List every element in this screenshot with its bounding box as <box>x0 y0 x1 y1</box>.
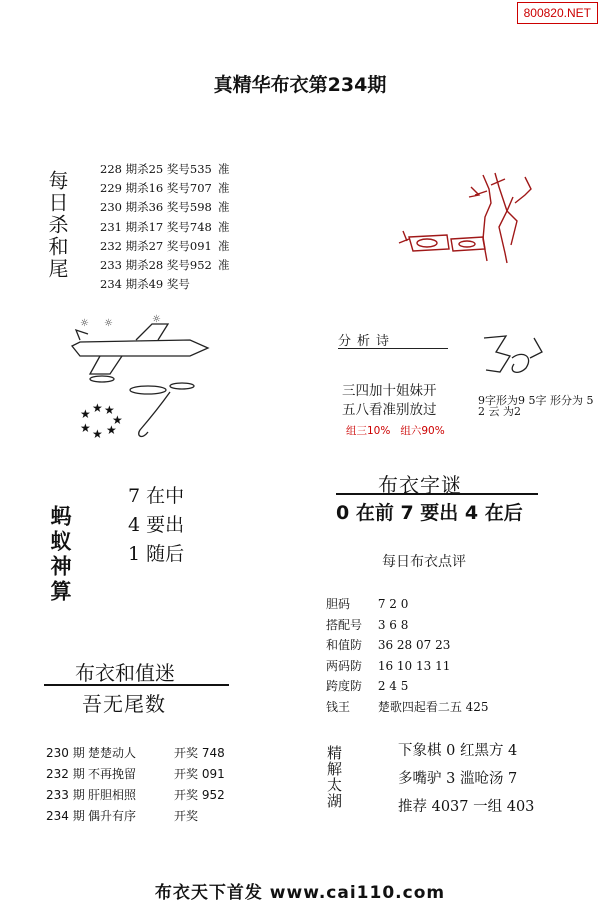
svg-text:★: ★ <box>80 407 91 421</box>
list-item: 230 期杀36 奖号598 准 <box>100 200 230 215</box>
list-item: 234 期 偶升有序 开奖 <box>46 809 199 823</box>
list-item: 233 期 肝胆相照 开奖 952 <box>46 788 225 802</box>
ant-calc-list <box>128 482 184 569</box>
list-item: 多嘴驴 3 滥呛汤 7 <box>398 771 518 787</box>
jj-label: 精解太湖 <box>325 745 343 809</box>
svg-text:☼: ☼ <box>80 318 89 329</box>
ratio-group3: 组三10% <box>346 425 391 437</box>
list-item: 推荐 4037 一组 403 <box>398 799 535 815</box>
hezhi-list <box>46 743 225 827</box>
riddle-text: 0 在前 7 要出 4 在后 <box>336 502 523 524</box>
svg-text:★: ★ <box>92 401 103 415</box>
list-item: 230 期 楚楚动人 开奖 748 <box>46 746 225 760</box>
poem-ratio <box>346 423 455 438</box>
list-item: 跨度防 2 4 5 <box>326 679 409 693</box>
ant-calc-label: 蚂蚁神算 <box>48 505 73 605</box>
daily-tail-list <box>100 160 230 294</box>
hezhi-subtitle: 吾无尾数 <box>82 692 166 716</box>
list-item: 229 期杀16 奖号707 准 <box>100 181 230 196</box>
svg-text:★: ★ <box>104 403 115 417</box>
jj-list <box>398 737 534 821</box>
review-list <box>326 594 489 717</box>
list-item: 232 期杀27 奖号091 准 <box>100 238 230 253</box>
list-item: 搭配号 3 6 8 <box>326 617 409 632</box>
list-item: 钱王 楚歌四起看二五 425 <box>326 699 489 714</box>
list-item: 4 要出 <box>128 514 185 536</box>
poem-body <box>342 382 437 420</box>
poem-line: 三四加十姐妹开 <box>342 383 437 399</box>
ratio-group6: 组六90% <box>400 425 445 437</box>
list-item: 两码防 16 10 13 11 <box>326 658 451 673</box>
list-item: 1 随后 <box>128 543 185 565</box>
svg-text:★: ★ <box>80 421 91 435</box>
list-item: 228 期杀25 奖号535 准 <box>100 162 230 176</box>
poem-line: 五八看准别放过 <box>342 402 437 418</box>
footer-link[interactable]: 布衣天下首发 www.cai110.com <box>154 883 446 903</box>
hezhi-title: 布衣和值迷 <box>75 661 175 685</box>
list-item: 233 期杀28 奖号952 准 <box>100 258 230 273</box>
daily-tail-label: 每日杀和尾 <box>45 170 69 280</box>
list-item: 7 在中 <box>128 485 185 507</box>
svg-text:★: ★ <box>92 427 103 441</box>
poem-sketch-illustration <box>478 328 548 390</box>
airplane-sketch-illustration <box>40 310 230 445</box>
list-item: 234 期杀49 奖号 <box>100 277 190 292</box>
list-item: 232 期 不再挽留 开奖 091 <box>46 767 225 781</box>
poem-title: 分析诗 <box>338 334 396 349</box>
divider <box>336 493 538 495</box>
deer-sketch-illustration <box>395 165 545 275</box>
list-item: 胆码 7 2 0 <box>326 597 409 611</box>
poem-note: 9字形为9 5字 形分为 5 2 云 为2 <box>478 394 594 418</box>
page-title: 真精华布衣第234期 <box>213 74 387 96</box>
svg-text:☼: ☼ <box>104 318 113 329</box>
riddle-title: 布衣字谜 <box>378 473 462 497</box>
watermark: 800820.NET <box>517 2 598 24</box>
divider <box>44 684 229 686</box>
svg-text:★: ★ <box>112 413 123 427</box>
list-item: 下象棋 0 红黑方 4 <box>398 743 518 759</box>
svg-text:☼: ☼ <box>152 314 161 325</box>
list-item: 和值防 36 28 07 23 <box>326 638 451 652</box>
review-title: 每日布衣点评 <box>382 554 466 570</box>
list-item: 231 期杀17 奖号748 准 <box>100 219 230 234</box>
divider <box>338 348 448 349</box>
svg-text:★: ★ <box>106 423 117 437</box>
